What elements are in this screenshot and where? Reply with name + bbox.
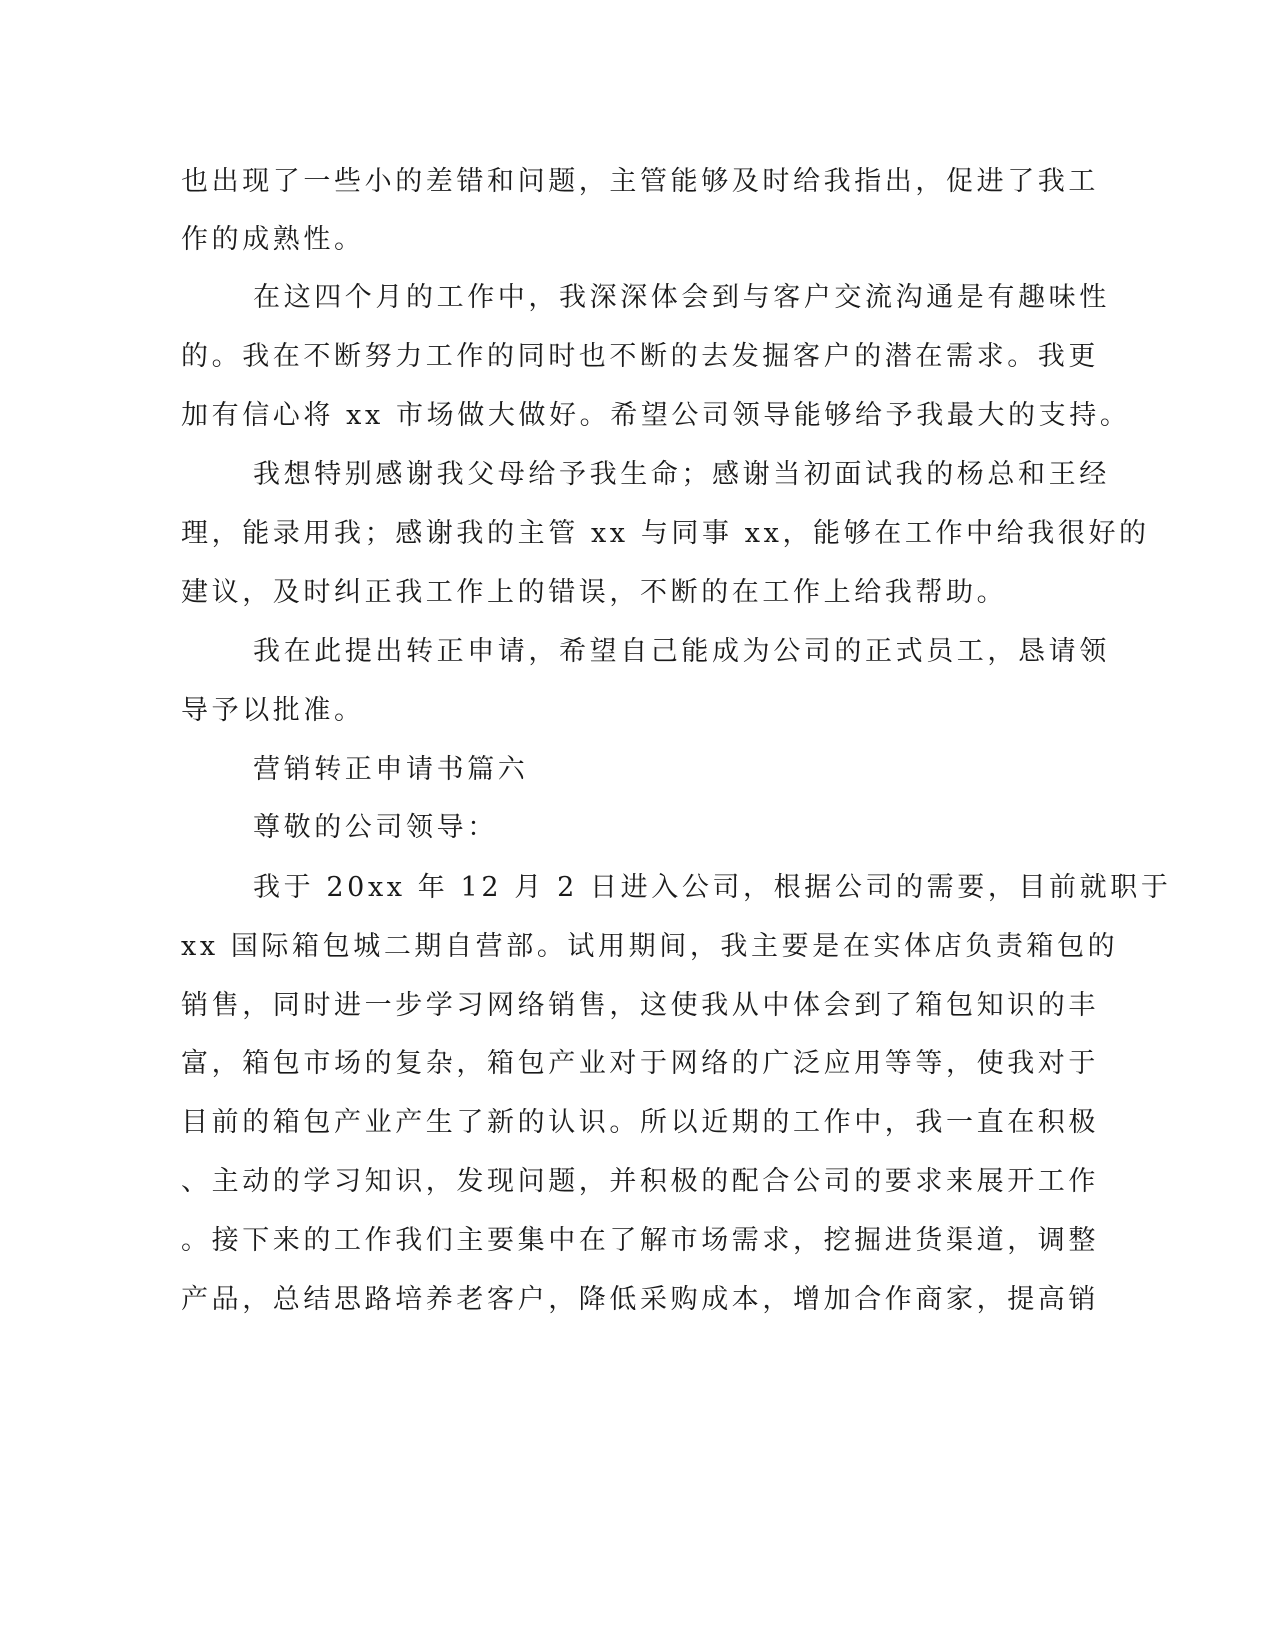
text-line: 理，能录用我；感谢我的主管 xx 与同事 xx，能够在工作中给我很好的 — [181, 518, 1150, 549]
text-line: 作的成熟性。 — [181, 224, 365, 255]
paragraph-first-line: 在这四个月的工作中，我深深体会到与客户交流沟通是有趣味性 — [253, 282, 1110, 313]
paragraph-first-line: 我于 20xx 年 12 月 2 日进入公司，根据公司的需要，目前就职于 — [253, 872, 1172, 903]
text-line: 富，箱包市场的复杂，箱包产业对于网络的广泛应用等等，使我对于 — [181, 1048, 1099, 1079]
salutation: 尊敬的公司领导： — [253, 812, 498, 843]
section-heading: 营销转正申请书篇六 — [253, 754, 529, 785]
text-line: xx 国际箱包城二期自营部。试用期间，我主要是在实体店负责箱包的 — [181, 931, 1119, 962]
text-line: 的。我在不断努力工作的同时也不断的去发掘客户的潜在需求。我更 — [181, 341, 1099, 372]
text-line: 建议，及时纠正我工作上的错误，不断的在工作上给我帮助。 — [181, 577, 1008, 608]
text-line: 目前的箱包产业产生了新的认识。所以近期的工作中，我一直在积极 — [181, 1107, 1099, 1138]
text-line: 销售，同时进一步学习网络销售，这使我从中体会到了箱包知识的丰 — [181, 990, 1099, 1021]
text-line: 也出现了一些小的差错和问题，主管能够及时给我指出，促进了我工 — [181, 166, 1099, 197]
text-line: 。接下来的工作我们主要集中在了解市场需求，挖掘进货渠道，调整 — [181, 1225, 1099, 1256]
text-line: 、主动的学习知识，发现问题，并积极的配合公司的要求来展开工作 — [181, 1166, 1099, 1197]
paragraph-first-line: 我想特别感谢我父母给予我生命；感谢当初面试我的杨总和王经 — [253, 459, 1110, 490]
text-line: 加有信心将 xx 市场做大做好。希望公司领导能够给予我最大的支持。 — [181, 400, 1131, 431]
paragraph-first-line: 我在此提出转正申请，希望自己能成为公司的正式员工，恳请领 — [253, 636, 1110, 667]
text-line: 导予以批准。 — [181, 695, 365, 726]
text-line: 产品，总结思路培养老客户，降低采购成本，增加合作商家，提高销 — [181, 1284, 1099, 1315]
